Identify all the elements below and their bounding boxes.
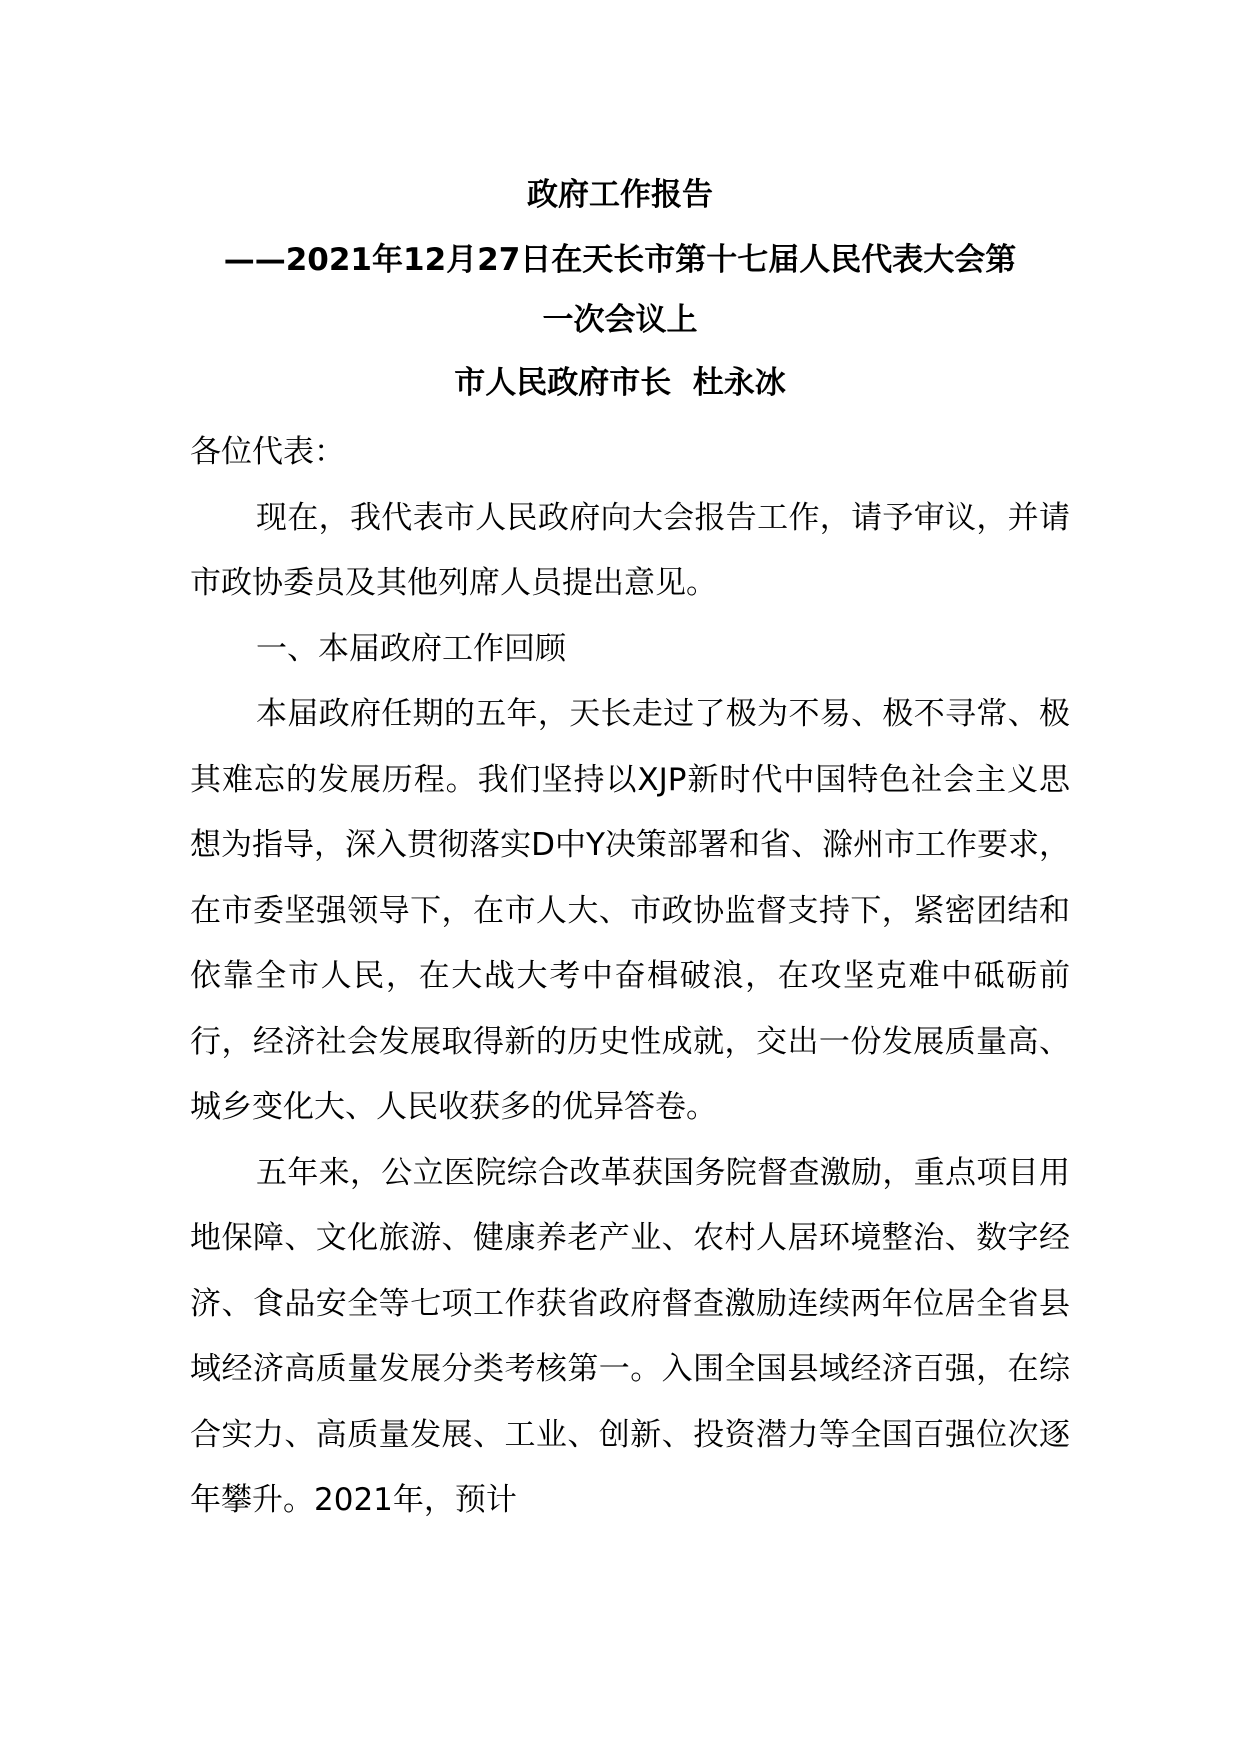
paragraph-review: 本届政府任期的五年，天长走过了极为不易、极不寻常、极其难忘的发展历程。我们坚持以XJP新时代中国特色社会主义思想为指导，深入贯彻落实D中Y决策部署和省、滁州市工作要求，在市委坚强领导下，在市人大、市政协监督支持下，紧密团结和依靠全市人民，在大战大考中奋楫破浪，在攻坚克难中砥砺前行，经济社会发展取得新的历史性成就，交出一份发展质量高、城乡变化大、人民收获多的优异答卷。 [190,696,1070,1125]
report-speaker: 市人民政府市长 杜永冰 [454,365,786,401]
report-title-block [180,175,1060,241]
report-subtitle-line-1: ——2021年12月27日在天长市第十七届人民代表大会第 [223,242,1017,278]
section-heading-review: 一、本届政府工作回顾 [256,630,566,667]
paragraph-intro: 现在，我代表市人民政府向大会报告工作，请予审议，并请市政协委员及其他列席人员提出意见。 [190,499,1070,601]
paragraph-five-years: 五年来，公立医院综合改革获国务院督查激励，重点项目用地保障、文化旅游、健康养老产业、农村人居环境整治、数字经济、食品安全等七项工作获省政府督查激励连续两年位居全省县域经济高质量发展分类考核第一。入围全国县域经济百强，在综合实力、高质量发展、工业、创新、投资潜力等全国百强位次逐年攀升。2021年，预计 [190,1154,1070,1518]
salutation: 各位代表： [190,434,345,470]
report-subtitle-line-2: 一次会议上 [542,302,698,338]
report-body [190,420,1070,1534]
report-title: 政府工作报告 [527,177,713,213]
